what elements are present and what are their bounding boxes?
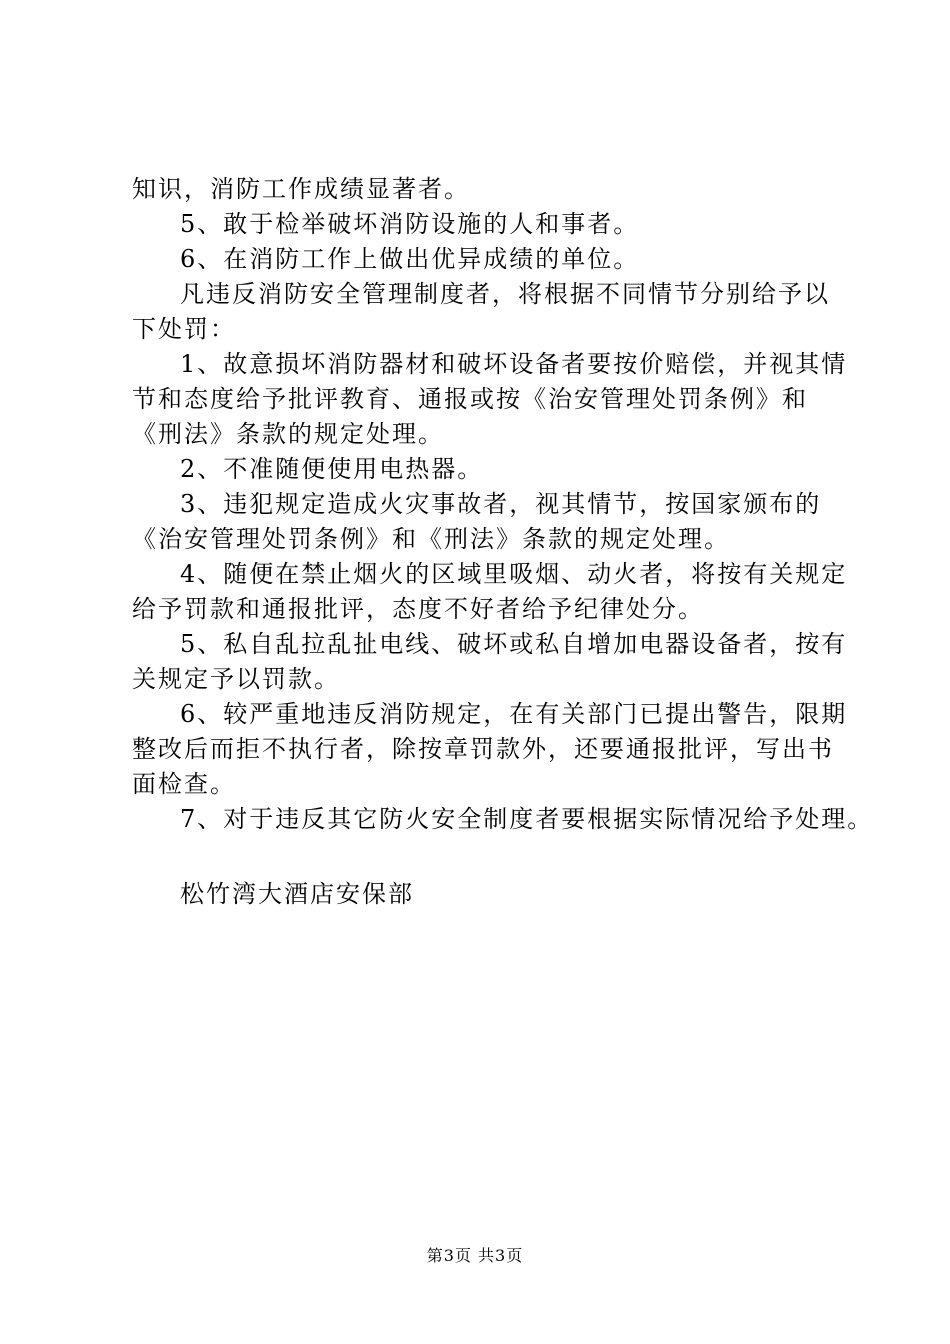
text-line: 4、随便在禁止烟火的区域里吸烟、动火者，将按有关规定	[180, 560, 848, 588]
text-line: 3、违犯规定造成火灾事故者，视其情节，按国家颁布的	[180, 490, 822, 518]
text-line: 凡违反消防安全管理制度者，将根据不同情节分别给予以	[180, 280, 830, 308]
text-line: 5、敢于检举破坏消防设施的人和事者。	[180, 210, 640, 238]
text-line: 整改后而拒不执行者，除按章罚款外，还要通报批评，写出书	[132, 735, 834, 763]
text-line: 下处罚：	[132, 315, 236, 343]
text-line: 1、故意损坏消防器材和破坏设备者要按价赔偿，并视其情	[180, 350, 848, 378]
text-line: 5、私自乱拉乱扯电线、破坏或私自增加电器设备者，按有	[180, 630, 848, 658]
text-line: 6、较严重地违反消防规定，在有关部门已提出警告，限期	[180, 700, 848, 728]
text-line: 给予罚款和通报批评，态度不好者给予纪律处分。	[132, 595, 704, 623]
text-line: 知识，消防工作成绩显著者。	[132, 175, 470, 203]
text-line: 2、不准随便使用电热器。	[180, 455, 484, 483]
text-line: 面检查。	[132, 770, 236, 798]
spacer	[132, 837, 832, 877]
text-line: 节和态度给予批评教育、通报或按《治安管理处罚条例》和	[132, 385, 808, 413]
text-line: 7、对于违反其它防火安全制度者要根据实际情况给予处理。	[180, 805, 874, 833]
text-line: 《治安管理处罚条例》和《刑法》条款的规定处理。	[132, 525, 730, 553]
page-number: 第3页 共3页	[426, 1246, 524, 1265]
document-body	[132, 172, 874, 912]
text-line: 《刑法》条款的规定处理。	[132, 420, 444, 448]
signature: 松竹湾大酒店安保部	[180, 880, 414, 908]
text-line: 关规定予以罚款。	[132, 665, 340, 693]
text-line: 6、在消防工作上做出优异成绩的单位。	[180, 245, 640, 273]
